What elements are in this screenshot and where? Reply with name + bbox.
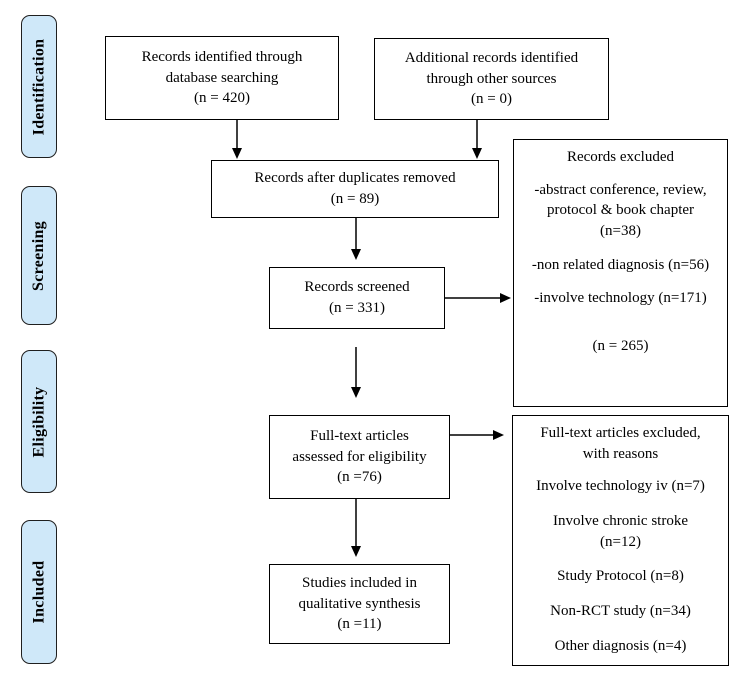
box-fulltext-assessed xyxy=(269,415,450,499)
box-records-identified xyxy=(105,36,339,120)
fulltext-excluded-item: Study Protocol (n=8) xyxy=(557,568,684,585)
box-records-identified-text: Records identified through database searching (n = 420) xyxy=(141,48,303,107)
box-after-duplicates xyxy=(211,160,499,218)
stage-label-identification xyxy=(21,15,57,158)
stage-label-eligibility-text: Eligibility xyxy=(30,386,47,457)
box-included-studies xyxy=(269,564,450,644)
fulltext-excluded-item: Involve technology iv (n=7) xyxy=(536,478,705,495)
box-additional-records-text: Additional records identified through other sources (n = 0) xyxy=(404,49,579,108)
records-excluded-title: Records excluded xyxy=(566,149,675,165)
box-after-duplicates-text: Records after duplicates removed (n = 89) xyxy=(254,170,456,207)
records-excluded-item: -non related diagnosis (n=56) xyxy=(531,256,710,273)
box-included-studies-text: Studies included in qualitative synthesis (n =11) xyxy=(298,574,421,633)
fulltext-excluded-item: Other diagnosis (n=4) xyxy=(554,637,687,654)
stage-label-identification-text: Identification xyxy=(30,38,47,135)
box-records-screened xyxy=(269,267,445,329)
box-fulltext-excluded xyxy=(512,415,729,666)
records-excluded-item: -abstract conference, review, protocol & book chapter (n=38) xyxy=(534,181,707,240)
fulltext-excluded-item: Non-RCT study (n=34) xyxy=(550,603,691,620)
stage-label-included xyxy=(21,520,57,664)
stage-label-screening xyxy=(21,186,57,325)
fulltext-excluded-item: Involve chronic stroke (n=12) xyxy=(553,513,688,550)
stage-label-included-text: Included xyxy=(30,560,47,624)
box-records-excluded xyxy=(513,139,728,407)
box-additional-records xyxy=(374,38,609,120)
box-fulltext-assessed-text: Full-text articles assessed for eligibility (n =76) xyxy=(292,427,427,486)
records-excluded-item: -involve technology (n=171) xyxy=(534,290,707,307)
stage-label-eligibility xyxy=(21,350,57,493)
box-records-screened-text: Records screened (n = 331) xyxy=(304,279,410,316)
stage-label-screening-text: Screening xyxy=(30,220,47,291)
records-excluded-total: (n = 265) xyxy=(592,338,649,355)
fulltext-excluded-title: Full-text articles excluded, with reasons xyxy=(540,425,701,462)
